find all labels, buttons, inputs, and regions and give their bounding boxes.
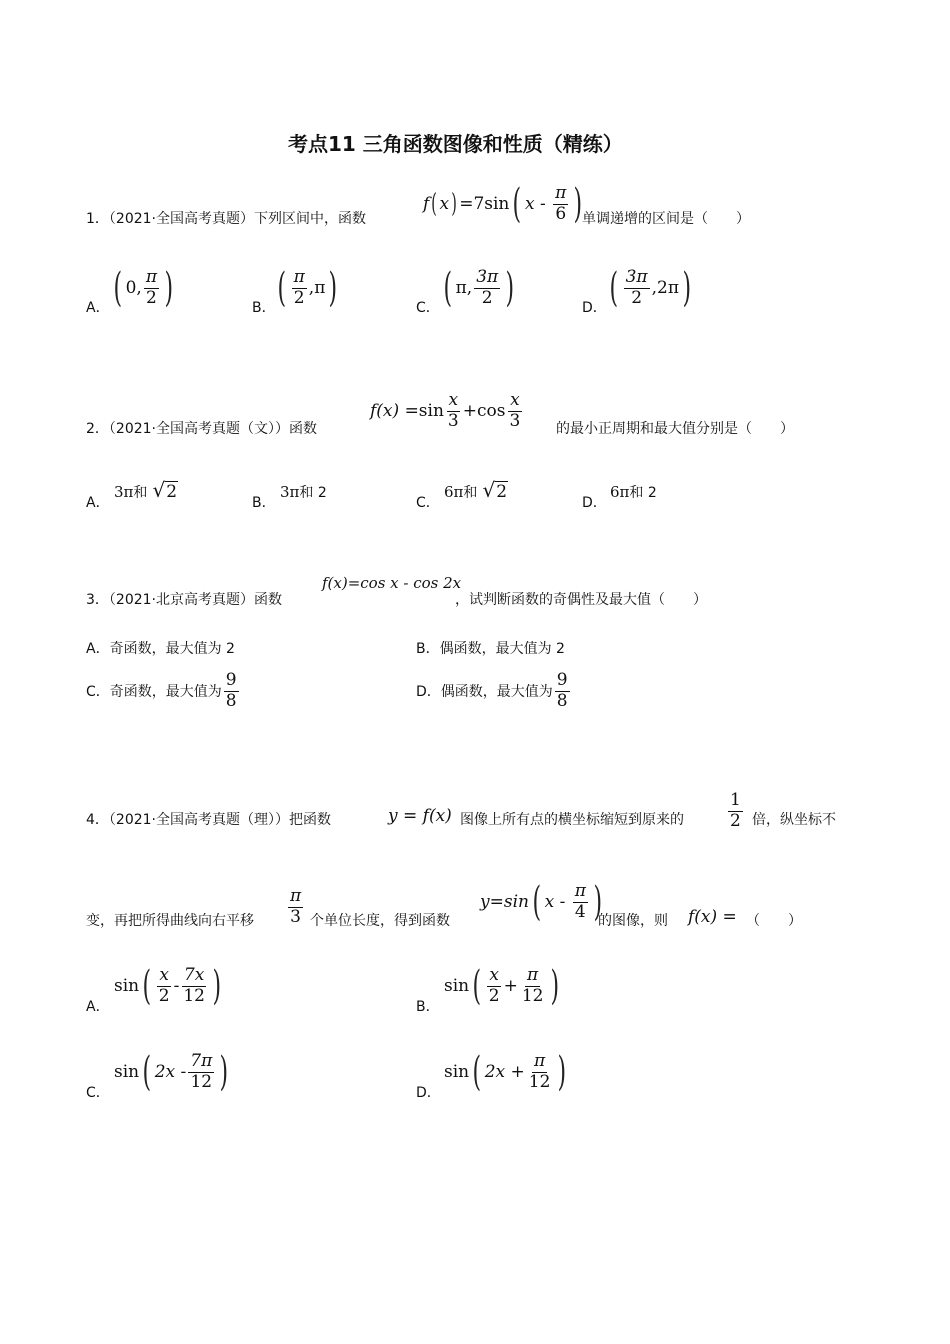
q2-option-c-value: 6π和 √ 2 <box>444 478 508 502</box>
question-4-shift: $\frac{\pi}{3}$ <box>290 886 302 927</box>
question-3-formula: f(x)=cos x - cos 2x <box>322 574 462 592</box>
q2-option-c-label[interactable]: C． <box>416 495 440 511</box>
q3-option-a[interactable]: A．奇函数，最大值为 2 <box>86 641 235 657</box>
question-2-suffix: 的最小正周期和最大值分别是（ ） <box>556 421 794 437</box>
q3-option-c[interactable]: C． 奇函数，最大值为 $\frac{9}{8}$ <box>86 670 237 711</box>
q4-option-a-label[interactable]: A． <box>86 999 110 1015</box>
question-4-yfx: y = f(x) <box>388 806 452 826</box>
q1-option-a-value: ( 0, $\frac{\pi}{2}$ ) <box>113 265 174 311</box>
q1-option-c-value: ( π, $\frac{3\pi}{2}$ ) <box>443 265 515 311</box>
question-4-blank: （ ） <box>746 913 802 929</box>
q4-option-b-label[interactable]: B． <box>416 999 440 1015</box>
question-1-suffix: 单调递增的区间是（ ） <box>582 211 750 227</box>
question-2-formula: f(x) =sin $\frac{x}{3}$ +cos $\frac{x}{3}$ <box>370 390 521 431</box>
q4-option-a-value: sin ( $\frac{x}{2}$ - $\frac{7x}{12}$ ) <box>114 963 222 1009</box>
question-4-target-fn: y=sin ( x - $\frac{\pi}{4}$ ) <box>480 879 603 925</box>
question-4-line2a: 变，再把所得曲线向右平移 <box>86 913 254 929</box>
q1-option-a-label[interactable]: A． <box>86 300 110 316</box>
q4-option-c-label[interactable]: C． <box>86 1085 110 1101</box>
q4-option-d-label[interactable]: D． <box>416 1085 441 1101</box>
q1-option-d-value: ( $\frac{3\pi}{2}$ ,2π ) <box>609 265 692 311</box>
q4-option-b-value: sin ( $\frac{x}{2}$ + $\frac{\pi}{12}$ ) <box>444 963 560 1009</box>
q4-option-d-value: sin ( 2x + $\frac{\pi}{12}$ ) <box>444 1049 567 1095</box>
q1-option-d-label[interactable]: D． <box>582 300 607 316</box>
question-4-line2b: 个单位长度，得到函数 <box>310 913 450 929</box>
q2-option-b-value: 3π和 2 <box>280 483 327 501</box>
q3-option-b[interactable]: B．偶函数，最大值为 2 <box>416 641 565 657</box>
page-title: 考点11 三角函数图像和性质（精练） <box>288 132 623 156</box>
question-4-half: $\frac{1}{2}$ <box>730 790 741 831</box>
q2-option-b-label[interactable]: B． <box>252 495 276 511</box>
q1-option-c-label[interactable]: C． <box>416 300 440 316</box>
question-4-prefix: 4．（2021·全国高考真题（理））把函数 <box>86 812 331 828</box>
q2-option-a-label[interactable]: A． <box>86 495 110 511</box>
question-4-fxeq: f(x) = <box>688 907 737 927</box>
question-1-prefix: 1．（2021·全国高考真题）下列区间中，函数 <box>86 211 366 227</box>
question-2-prefix: 2．（2021·全国高考真题（文））函数 <box>86 421 317 437</box>
question-3-prefix: 3．（2021·北京高考真题）函数 <box>86 592 282 608</box>
q3-option-d[interactable]: D． 偶函数，最大值为 $\frac{9}{8}$ <box>416 670 568 711</box>
question-4-post1: 倍，纵坐标不 <box>752 812 836 828</box>
question-1-formula: f ( x ) =7sin ( x - $\frac{\pi}{6}$ ) <box>423 181 583 227</box>
question-4-mid: 图像上所有点的横坐标缩短到原来的 <box>460 812 684 828</box>
q2-option-a-value: 3π和 √ 2 <box>114 478 178 502</box>
q2-option-d-value: 6π和 2 <box>610 483 657 501</box>
question-3-suffix: ，试判断函数的奇偶性及最大值（ ） <box>455 592 707 608</box>
q2-option-d-label[interactable]: D． <box>582 495 607 511</box>
q4-option-c-value: sin ( 2x - $\frac{7\pi}{12}$ ) <box>114 1049 229 1095</box>
q1-option-b-label[interactable]: B． <box>252 300 276 316</box>
q1-option-b-value: ( $\frac{\pi}{2}$ ,π ) <box>277 265 338 311</box>
question-4-line2c: 的图像，则 <box>598 913 668 929</box>
